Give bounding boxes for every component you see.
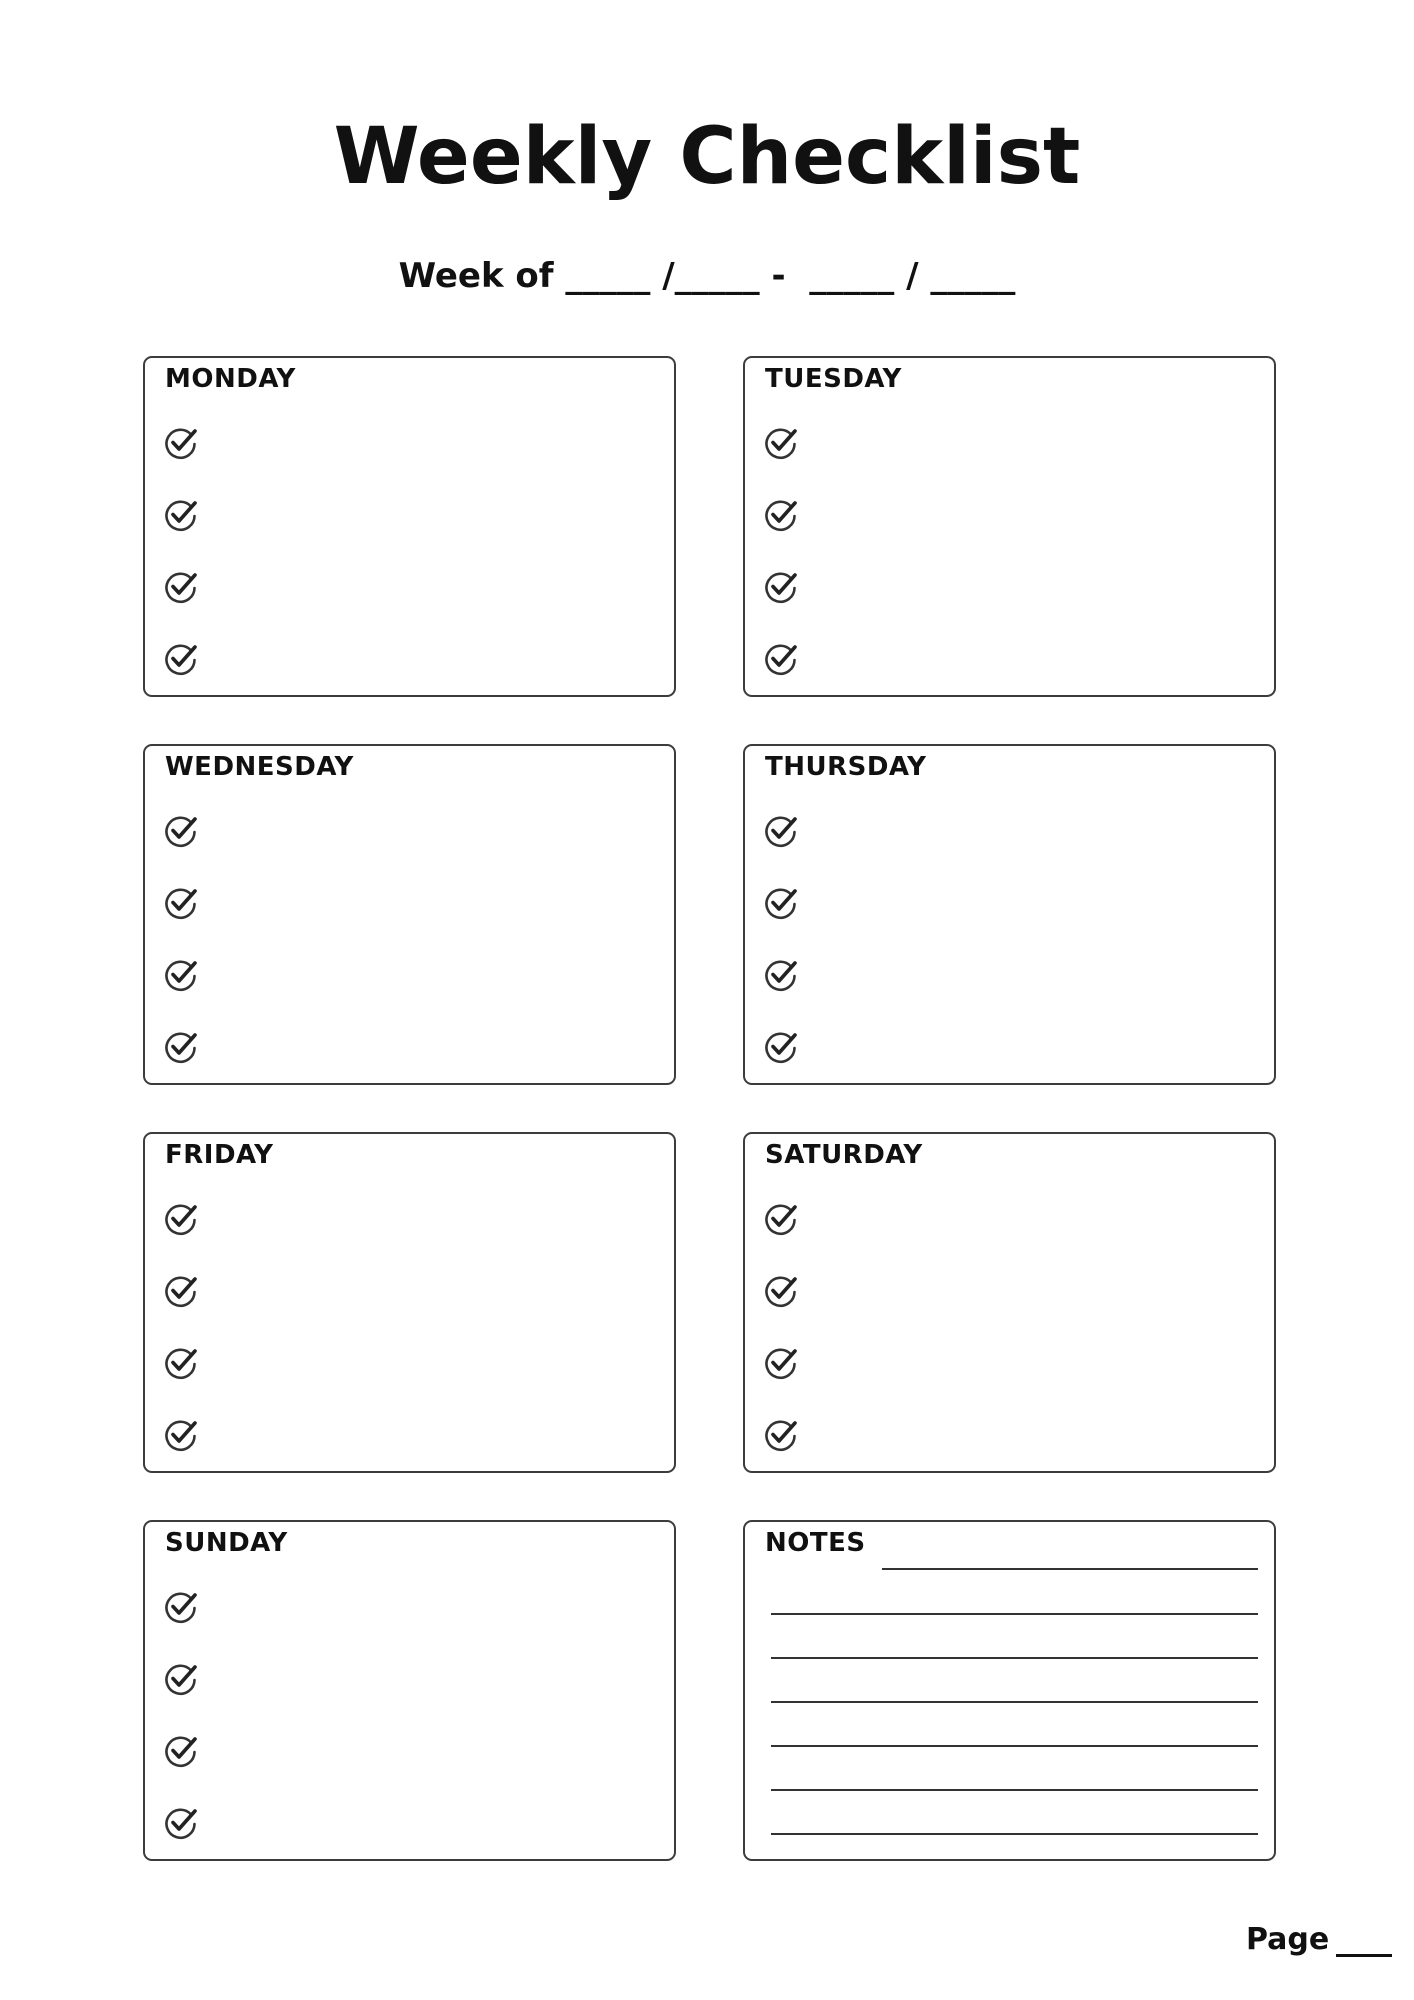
notes-line[interactable] (771, 1745, 1258, 1747)
circle-check-icon[interactable] (163, 568, 199, 604)
day-title: SATURDAY (765, 1140, 923, 1170)
circle-check-icon[interactable] (763, 424, 799, 460)
circle-check-icon[interactable] (763, 568, 799, 604)
notes-line[interactable] (771, 1789, 1258, 1791)
notes-line[interactable] (882, 1568, 1258, 1570)
day-box-friday[interactable] (143, 1132, 676, 1473)
circle-check-icon[interactable] (163, 1588, 199, 1624)
circle-check-icon[interactable] (163, 1804, 199, 1840)
circle-check-icon[interactable] (763, 640, 799, 676)
circle-check-icon[interactable] (163, 1272, 199, 1308)
circle-check-icon[interactable] (763, 496, 799, 532)
circle-check-icon[interactable] (163, 496, 199, 532)
page-number-label: Page (1246, 1922, 1330, 1957)
notes-title: NOTES (765, 1528, 866, 1558)
day-title: SUNDAY (165, 1528, 288, 1558)
day-title: MONDAY (165, 364, 296, 394)
day-box-tuesday[interactable] (743, 356, 1276, 697)
day-box-thursday[interactable] (743, 744, 1276, 1085)
circle-check-icon[interactable] (763, 956, 799, 992)
notes-line[interactable] (771, 1833, 1258, 1835)
day-title: THURSDAY (765, 752, 927, 782)
circle-check-icon[interactable] (163, 640, 199, 676)
circle-check-icon[interactable] (163, 1732, 199, 1768)
circle-check-icon[interactable] (763, 1200, 799, 1236)
day-box-sunday[interactable] (143, 1520, 676, 1861)
circle-check-icon[interactable] (763, 1028, 799, 1064)
day-box-saturday[interactable] (743, 1132, 1276, 1473)
circle-check-icon[interactable] (163, 424, 199, 460)
day-box-monday[interactable] (143, 356, 676, 697)
day-title: WEDNESDAY (165, 752, 354, 782)
notes-line[interactable] (771, 1613, 1258, 1615)
circle-check-icon[interactable] (163, 1660, 199, 1696)
circle-check-icon[interactable] (763, 812, 799, 848)
circle-check-icon[interactable] (763, 1344, 799, 1380)
page-number-blank[interactable] (1336, 1954, 1392, 1957)
day-title: TUESDAY (765, 364, 902, 394)
circle-check-icon[interactable] (763, 884, 799, 920)
week-of-line: Week of _____ /_____ - _____ / _____ (398, 256, 1016, 296)
circle-check-icon[interactable] (163, 1416, 199, 1452)
circle-check-icon[interactable] (163, 1200, 199, 1236)
notes-line[interactable] (771, 1657, 1258, 1659)
circle-check-icon[interactable] (163, 812, 199, 848)
circle-check-icon[interactable] (163, 1344, 199, 1380)
page-title: Weekly Checklist (333, 112, 1081, 202)
notes-box[interactable] (743, 1520, 1276, 1861)
day-title: FRIDAY (165, 1140, 274, 1170)
circle-check-icon[interactable] (763, 1416, 799, 1452)
circle-check-icon[interactable] (763, 1272, 799, 1308)
notes-line[interactable] (771, 1701, 1258, 1703)
circle-check-icon[interactable] (163, 1028, 199, 1064)
circle-check-icon[interactable] (163, 884, 199, 920)
circle-check-icon[interactable] (163, 956, 199, 992)
day-box-wednesday[interactable] (143, 744, 676, 1085)
